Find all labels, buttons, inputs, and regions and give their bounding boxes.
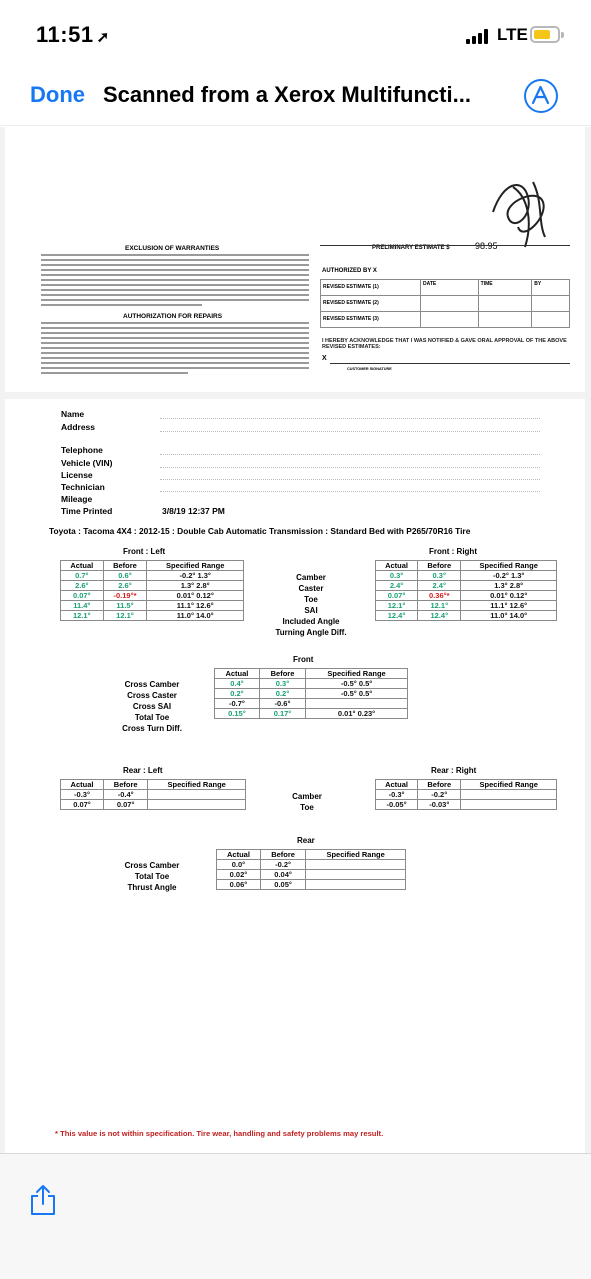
row-label: Camber (296, 573, 326, 582)
rear-right-title: Rear : Right (431, 766, 477, 775)
table-cell (461, 800, 557, 810)
field-label: Vehicle (VIN) (61, 458, 113, 468)
table-header-cell: Specified Range (147, 561, 244, 571)
table-header-cell: Specified Range (306, 669, 408, 679)
table-cell: 0.3° (418, 571, 461, 581)
table-cell: -0.3° (61, 790, 104, 800)
done-button[interactable]: Done (30, 82, 85, 107)
row-label: Camber (292, 792, 322, 801)
rear-left-table (60, 779, 246, 810)
share-icon (30, 1184, 56, 1216)
table-cell: 0.07° (61, 800, 104, 810)
table-cell: 2.4° (376, 581, 418, 591)
table-cell: -0.2° 1.3° (461, 571, 557, 581)
table-cell: 0.3° (376, 571, 418, 581)
table-cell: 0.15° (215, 709, 260, 719)
table-cell: 0.04° (260, 870, 305, 880)
table-cell: 0.0° (217, 860, 261, 870)
battery-icon (530, 26, 560, 43)
table-cell (478, 296, 532, 312)
revised-estimate-table (320, 279, 570, 328)
front-right-title: Front : Right (429, 547, 477, 556)
status-bar (0, 0, 591, 70)
front-cross-table (214, 668, 408, 719)
table-cell: 12.4° (418, 611, 461, 621)
table-header-cell: Specified Range (461, 780, 557, 790)
document-viewer[interactable] (0, 127, 591, 1153)
row-label: Included Angle (282, 617, 340, 626)
vehicle-description: Toyota : Tacoma 4X4 : 2012-15 : Double Cab Automatic Transmission : Standard Bed with P265/70R16 Tire (49, 526, 471, 536)
table-cell: 0.01° 0.12° (461, 591, 557, 601)
authorization-text (41, 322, 309, 377)
document-page-2 (5, 399, 585, 1153)
front-left-table (60, 560, 244, 621)
table-header-cell: Actual (61, 780, 104, 790)
field-label: Time Printed (61, 506, 113, 516)
table-cell: 0.01° 0.23° (306, 709, 408, 719)
document-page-1 (5, 127, 585, 392)
table-cell: 12.4° (376, 611, 418, 621)
bottom-toolbar (0, 1153, 591, 1279)
table-cell (148, 800, 246, 810)
table-cell (461, 790, 557, 800)
authorization-heading: AUTHORIZATION FOR REPAIRS (123, 313, 223, 320)
row-label: Thrust Angle (127, 883, 177, 892)
table-header-cell: Before (259, 669, 305, 679)
status-time: 11:51 ➚ (36, 22, 110, 47)
customer-signature-label: CUSTOMER SIGNATURE (347, 367, 392, 371)
acknowledge-text: I HEREBY ACKNOWLEDGE THAT I WAS NOTIFIED & GAVE ORAL APPROVAL OF THE ABOVE REVISED ESTIMATES: (322, 338, 567, 350)
table-cell: -0.2° (418, 790, 461, 800)
table-cell (532, 312, 570, 328)
table-header-cell: Actual (215, 669, 260, 679)
table-header-cell: Before (418, 780, 461, 790)
table-cell: 2.6° (61, 581, 104, 591)
table-cell: 11.0° 14.0° (147, 611, 244, 621)
table-cell: -0.6° (259, 699, 305, 709)
row-label: Caster (298, 584, 324, 593)
preliminary-estimate-label: PRELIMINARY ESTIMATE $ (372, 245, 450, 251)
row-label: Cross Camber (124, 861, 180, 870)
table-cell (148, 790, 246, 800)
table-cell: -0.03° (418, 800, 461, 810)
front-left-title: Front : Left (123, 547, 166, 556)
table-cell: 12.1° (418, 601, 461, 611)
preliminary-estimate-value: 98.95 (475, 241, 498, 251)
table-cell: 0.3° (259, 679, 305, 689)
table-cell: 0.17° (259, 709, 305, 719)
table-cell: DATE (421, 280, 479, 296)
signal-icon (466, 28, 492, 44)
rear-right-table (375, 779, 557, 810)
table-cell: 0.05° (260, 880, 305, 890)
front-title: Front (293, 655, 314, 664)
front-right-table (375, 560, 557, 621)
table-cell (478, 312, 532, 328)
row-label: Cross Turn Diff. (122, 724, 182, 733)
table-header-cell: Actual (217, 850, 261, 860)
table-cell: 2.4° (418, 581, 461, 591)
table-cell (421, 312, 479, 328)
table-cell: -0.05° (376, 800, 418, 810)
table-cell: -0.3° (376, 790, 418, 800)
table-cell: 0.2° (259, 689, 305, 699)
table-header-cell: Before (104, 780, 148, 790)
table-cell: 0.2° (215, 689, 260, 699)
table-cell: REVISED ESTIMATE (3) (321, 312, 421, 328)
exclusion-heading: EXCLUSION OF WARRANTIES (125, 245, 220, 252)
table-cell: 0.7° (61, 571, 104, 581)
field-label: Mileage (61, 494, 93, 504)
rear-title: Rear (297, 836, 315, 845)
table-cell: 11.5° (103, 601, 147, 611)
table-cell: -0.5° 0.5° (306, 689, 408, 699)
row-label: Total Toe (134, 713, 170, 722)
row-label: Toe (300, 803, 314, 812)
table-cell: 0.01° 0.12° (147, 591, 244, 601)
table-header-cell: Specified Range (461, 561, 557, 571)
time-printed-value: 3/8/19 12:37 PM (162, 506, 225, 516)
markup-button[interactable] (524, 79, 558, 113)
table-header-cell: Actual (376, 561, 418, 571)
navigation-bar (0, 70, 591, 126)
table-cell: 12.1° (376, 601, 418, 611)
markup-icon (526, 81, 555, 110)
share-button[interactable] (30, 1184, 56, 1216)
table-header-cell: Specified Range (306, 850, 406, 860)
field-label: Name (61, 409, 85, 419)
table-cell: 0.6° (103, 571, 147, 581)
table-header-cell: Before (103, 561, 147, 571)
table-cell: -0.7° (215, 699, 260, 709)
document-title: Scanned from a Xerox Multifuncti... (103, 82, 471, 107)
field-label: Telephone (61, 445, 103, 455)
table-cell: 0.02° (217, 870, 261, 880)
table-cell: 12.1° (61, 611, 104, 621)
row-label: Turning Angle Diff. (275, 628, 347, 637)
signature-image (483, 172, 563, 252)
table-cell: -0.5° 0.5° (306, 679, 408, 689)
table-cell: 12.1° (103, 611, 147, 621)
network-type: LTE (497, 25, 528, 44)
table-cell: 0.36°* (418, 591, 461, 601)
table-cell: 11.0° 14.0° (461, 611, 557, 621)
warranty-text (41, 254, 309, 309)
footnote: * This value is not within specification. Tire wear, handling and safety problems may result. (55, 1129, 384, 1138)
table-cell (306, 880, 406, 890)
table-cell: REVISED ESTIMATE (1) (321, 280, 421, 296)
table-cell (532, 296, 570, 312)
table-cell: BY (532, 280, 570, 296)
rear-cross-table (216, 849, 406, 890)
table-header-cell: Actual (376, 780, 418, 790)
signature-x: X (322, 355, 327, 362)
table-cell (421, 296, 479, 312)
table-cell: 1.3° 2.8° (147, 581, 244, 591)
table-cell: -0.2° 1.3° (147, 571, 244, 581)
table-cell: 1.3° 2.8° (461, 581, 557, 591)
table-cell: -0.2° (260, 860, 305, 870)
table-cell: 0.4° (215, 679, 260, 689)
table-header-cell: Actual (61, 561, 104, 571)
row-label: Total Toe (134, 872, 170, 881)
table-cell: -0.19°* (103, 591, 147, 601)
table-cell: REVISED ESTIMATE (2) (321, 296, 421, 312)
row-label: Cross Caster (127, 691, 177, 700)
row-label: Cross SAI (132, 702, 172, 711)
authorized-by: AUTHORIZED BY X (322, 268, 377, 274)
table-cell (306, 870, 406, 880)
table-cell (306, 860, 406, 870)
rear-cross-labels (105, 860, 199, 893)
table-header-cell: Specified Range (148, 780, 246, 790)
field-label: License (61, 470, 93, 480)
table-cell: 0.07° (61, 591, 104, 601)
table-cell (306, 699, 408, 709)
front-cross-labels (101, 679, 203, 734)
table-cell: 11.1° 12.6° (461, 601, 557, 611)
table-cell: 11.4° (61, 601, 104, 611)
table-cell: TIME (478, 280, 532, 296)
field-label: Address (61, 422, 96, 432)
row-label: Toe (304, 595, 318, 604)
table-cell: 0.07° (376, 591, 418, 601)
table-cell: 0.07° (104, 800, 148, 810)
front-row-labels (253, 572, 369, 638)
table-header-cell: Before (260, 850, 305, 860)
table-cell: 0.06° (217, 880, 261, 890)
table-cell: 2.6° (103, 581, 147, 591)
location-arrow-icon: ➚ (96, 29, 110, 46)
field-label: Technician (61, 482, 105, 492)
row-label: SAI (304, 606, 318, 615)
rear-left-title: Rear : Left (123, 766, 163, 775)
row-label: Cross Camber (124, 680, 180, 689)
rear-row-labels (267, 791, 347, 813)
table-header-cell: Before (418, 561, 461, 571)
table-cell: -0.4° (104, 790, 148, 800)
table-cell: 11.1° 12.6° (147, 601, 244, 611)
